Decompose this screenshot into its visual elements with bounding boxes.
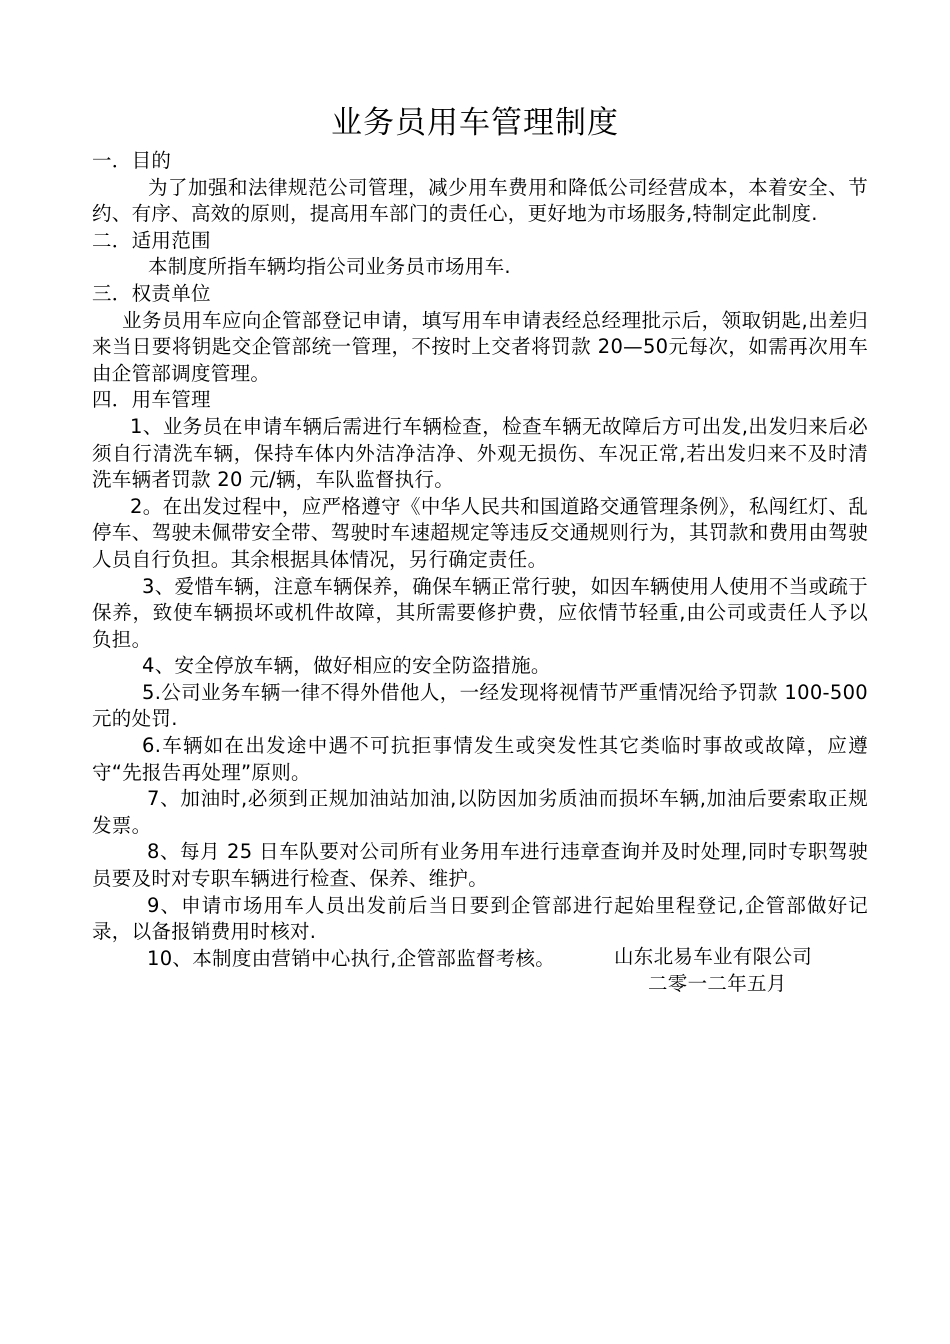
document-title: 业务员用车管理制度 [331,105,619,141]
document-body [92,148,868,972]
rule-item-2: 2。在出发过程中，应严格遵守《中华人民共和国道路交通管理条例》，私闯红灯、乱停车、驾驶未佩带安全带、驾驶时车速超规定等违反交通规则行为，其罚款和费用由驾驶人员自行负担。其余根据具体情况，另行确定责任。 [92,494,868,571]
rule-item-6: 6.车辆如在出发途中遇不可抗拒事情发生或突发性其它类临时事故或故障，应遵守“先报告再处理”原则。 [92,734,868,784]
rule-item-8: 8、每月 25 日车队要对公司所有业务用车进行违章查询并及时处理,同时专职驾驶员要及时对专职车辆进行检查、保养、维护。 [92,840,868,891]
signature-company: 山东北易车业有限公司 [614,945,813,968]
paragraph-scope: 本制度所指车辆均指公司业务员市场用车. [148,255,511,279]
section-heading-responsibility: 三．权责单位 [92,281,211,305]
rule-item-10: 10、本制度由营销中心执行,企管部监督考核。 [147,946,556,970]
paragraph-purpose: 为了加强和法律规范公司管理，减少用车费用和降低公司经营成本，本着安全、节约、有序、高效的原则，提高用车部门的责任心，更好地为市场服务,特制定此制度. [92,175,868,226]
rule-item-1: 1、业务员在申请车辆后需进行车辆检查，检查车辆无故障后方可出发,出发归来后必须自行清洗车辆，保持车体内外洁净洁净、外观无损伤、车况正常,若出发归来不及时清洗车辆者罚款 20 元/辆，车队监督执行。 [92,414,868,492]
rule-item-7: 7、加油时,必须到正规加油站加油,以防因加劣质油而损坏车辆,加油后要索取正规发票。 [92,787,868,837]
signature-date: 二零一二年五月 [648,971,787,995]
section-heading-purpose: 一．目的 [92,149,172,172]
section-heading-vehicle-management: 四．用车管理 [92,388,211,412]
rule-item-4: 4、安全停放车辆，做好相应的安全防盗措施。 [142,654,551,678]
section-heading-scope: 二．适用范围 [92,228,211,252]
rule-item-9: 9、申请市场用车人员出发前后当日要到企管部进行起始里程登记,企管部做好记录，以备报销费用时核对. [92,893,868,944]
rule-item-3: 3、爱惜车辆，注意车辆保养，确保车辆正常行驶，如因车辆使用人使用不当或疏于保养，致使车辆损坏或机件故障，其所需要修护费，应依情节轻重,由公司或责任人予以负担。 [92,574,868,651]
paragraph-responsibility: 业务员用车应向企管部登记申请，填写用车申请表经总经理批示后，领取钥匙,出差归来当日要将钥匙交企管部统一管理，不按时上交者将罚款 20—50元每次，如需再次用车由企管部调度管理。 [92,308,868,385]
rule-item-5: 5.公司业务车辆一律不得外借他人，一经发现将视情节严重情况给予罚款 100-500 元的处罚. [92,680,868,731]
signature-block [560,944,900,997]
